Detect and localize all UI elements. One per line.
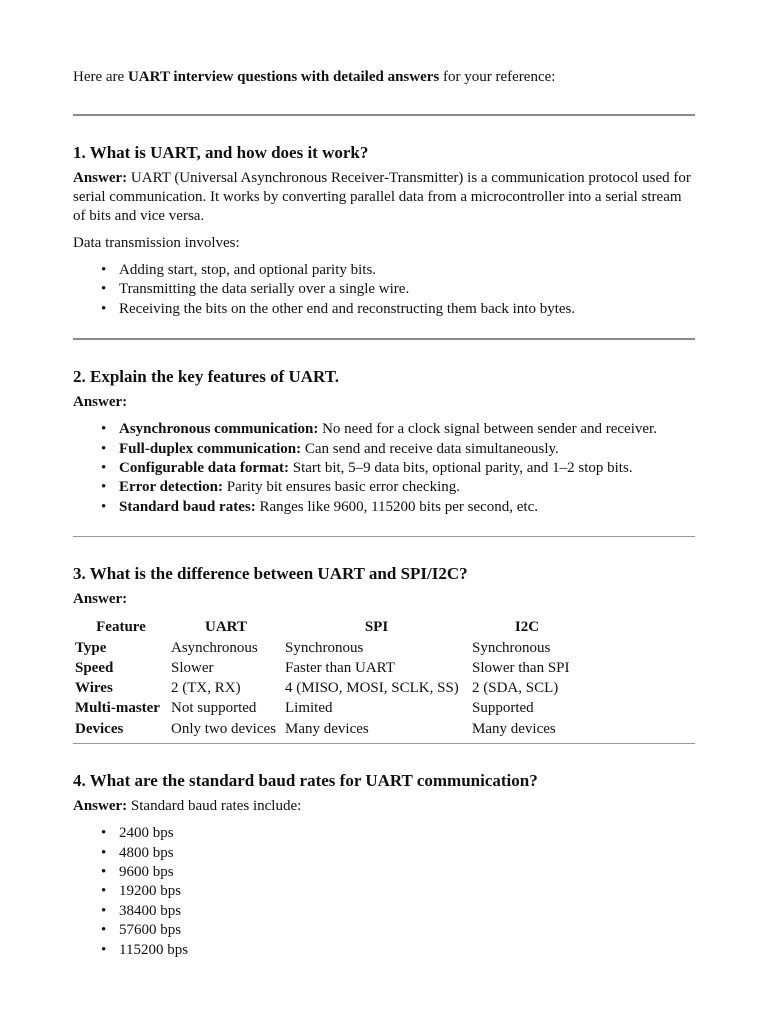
feature-term: Asynchronous communication: [119,421,319,438]
list-item [101,440,695,459]
list-item: • 9600 bps [101,863,695,882]
question-4-title: 4. What are the standard baud rates for UART communication? [73,771,538,791]
feature-text: Ranges like 9600, 115200 bits per second, etc. [255,498,539,515]
question-2-section [73,340,695,536]
table-cell: 2 (TX, RX) [171,680,241,697]
list-item [101,420,695,439]
question-1-paragraph: Data transmission involves: [73,235,240,251]
table-cell: Devices [75,720,124,737]
table-header-cell: Feature [96,618,146,635]
list-item: • 115200 bps [101,941,695,960]
question-3-section [73,537,695,739]
question-1-answer [73,169,695,226]
feature-term: Configurable data format: [119,460,289,477]
table-header-row [73,616,584,638]
feature-term: Full-duplex communication: [119,440,302,457]
intro-prefix: Here are [73,69,128,85]
list-item: • Transmitting the data serially over a single wire. [101,280,695,299]
feature-text: Can send and receive data simultaneously. [301,440,559,457]
table-cell: Wires [75,680,113,697]
answer-label: Answer: [73,394,128,411]
table-cell: Asynchronous [171,639,258,656]
table-cell: Slower than SPI [472,660,570,677]
table-cell: Many devices [472,720,556,737]
question-2-bullet-list [73,420,695,517]
table-cell: Faster than UART [285,660,395,677]
list-item: • Receiving the bits on the other end and reconstructing them back into bytes. [101,300,695,319]
feature-term: Standard baud rates: [119,498,256,515]
feature-term: Error detection: [119,479,223,496]
table-cell: Synchronous [285,639,364,656]
question-4-answer-text: Standard baud rates include: [127,798,302,815]
table-cell: Type [75,639,107,656]
table-cell: Synchronous [472,639,551,656]
table-row [73,679,584,699]
feature-text: No need for a clock signal between sender and receiver. [318,421,657,438]
intro-bold: UART interview questions with detailed answers [127,69,440,85]
table-cell: 2 (SDA, SCL) [472,680,559,697]
feature-text: Parity bit ensures basic error checking. [223,479,461,496]
table-cell: Many devices [285,720,369,737]
list-item [101,498,695,517]
table-row [73,658,584,678]
table-header-cell: UART [205,618,247,635]
list-item: • 2400 bps [101,824,695,843]
list-item [101,478,695,497]
table-cell: Slower [171,660,214,677]
question-2-answer [73,393,695,412]
list-item: • 38400 bps [101,902,695,921]
table-cell: 4 (MISO, MOSI, SCLK, SS) [285,680,459,697]
question-3-answer [73,590,695,609]
answer-label: Answer: [73,798,128,815]
list-item: • Adding start, stop, and optional parity bits. [101,261,695,280]
table-cell: Multi-master [75,700,160,717]
table-row [73,719,584,739]
table-cell: Speed [75,660,114,677]
answer-label: Answer: [73,591,128,608]
question-4-section [73,744,695,960]
table-cell: Not supported [171,700,257,717]
question-1-section [73,116,695,338]
question-4-answer [73,797,695,816]
table-header-cell: SPI [364,618,389,635]
list-item: • 57600 bps [101,921,695,940]
table-cell: Limited [285,700,333,717]
feature-text: Start bit, 5–9 data bits, optional parity, and 1–2 stop bits. [288,460,633,477]
table-cell: Only two devices [171,720,276,737]
question-1-bullet-list [73,261,695,319]
intro-paragraph [73,68,695,87]
question-1-answer-text: UART (Universal Asynchronous Receiver-Transmitter) is a communication protocol used for serial communication. It works by converting parallel data from a microcontroller into a serial stream of bits and vice versa. [73,170,691,224]
baud-rate-list [73,824,695,960]
list-item: • 4800 bps [101,844,695,863]
question-2-title: 2. Explain the key features of UART. [73,367,340,387]
list-item: • 19200 bps [101,882,695,901]
intro-suffix: for your reference: [439,69,556,85]
table-row [73,699,584,719]
answer-label: Answer: [73,170,128,186]
table-cell: Supported [472,700,534,717]
list-item [101,459,695,478]
table-header-cell: I2C [514,618,540,635]
comparison-table [73,616,584,739]
table-row [73,638,584,658]
question-3-title: 3. What is the difference between UART and SPI/I2C? [73,564,468,584]
question-1-title: 1. What is UART, and how does it work? [73,143,369,162]
